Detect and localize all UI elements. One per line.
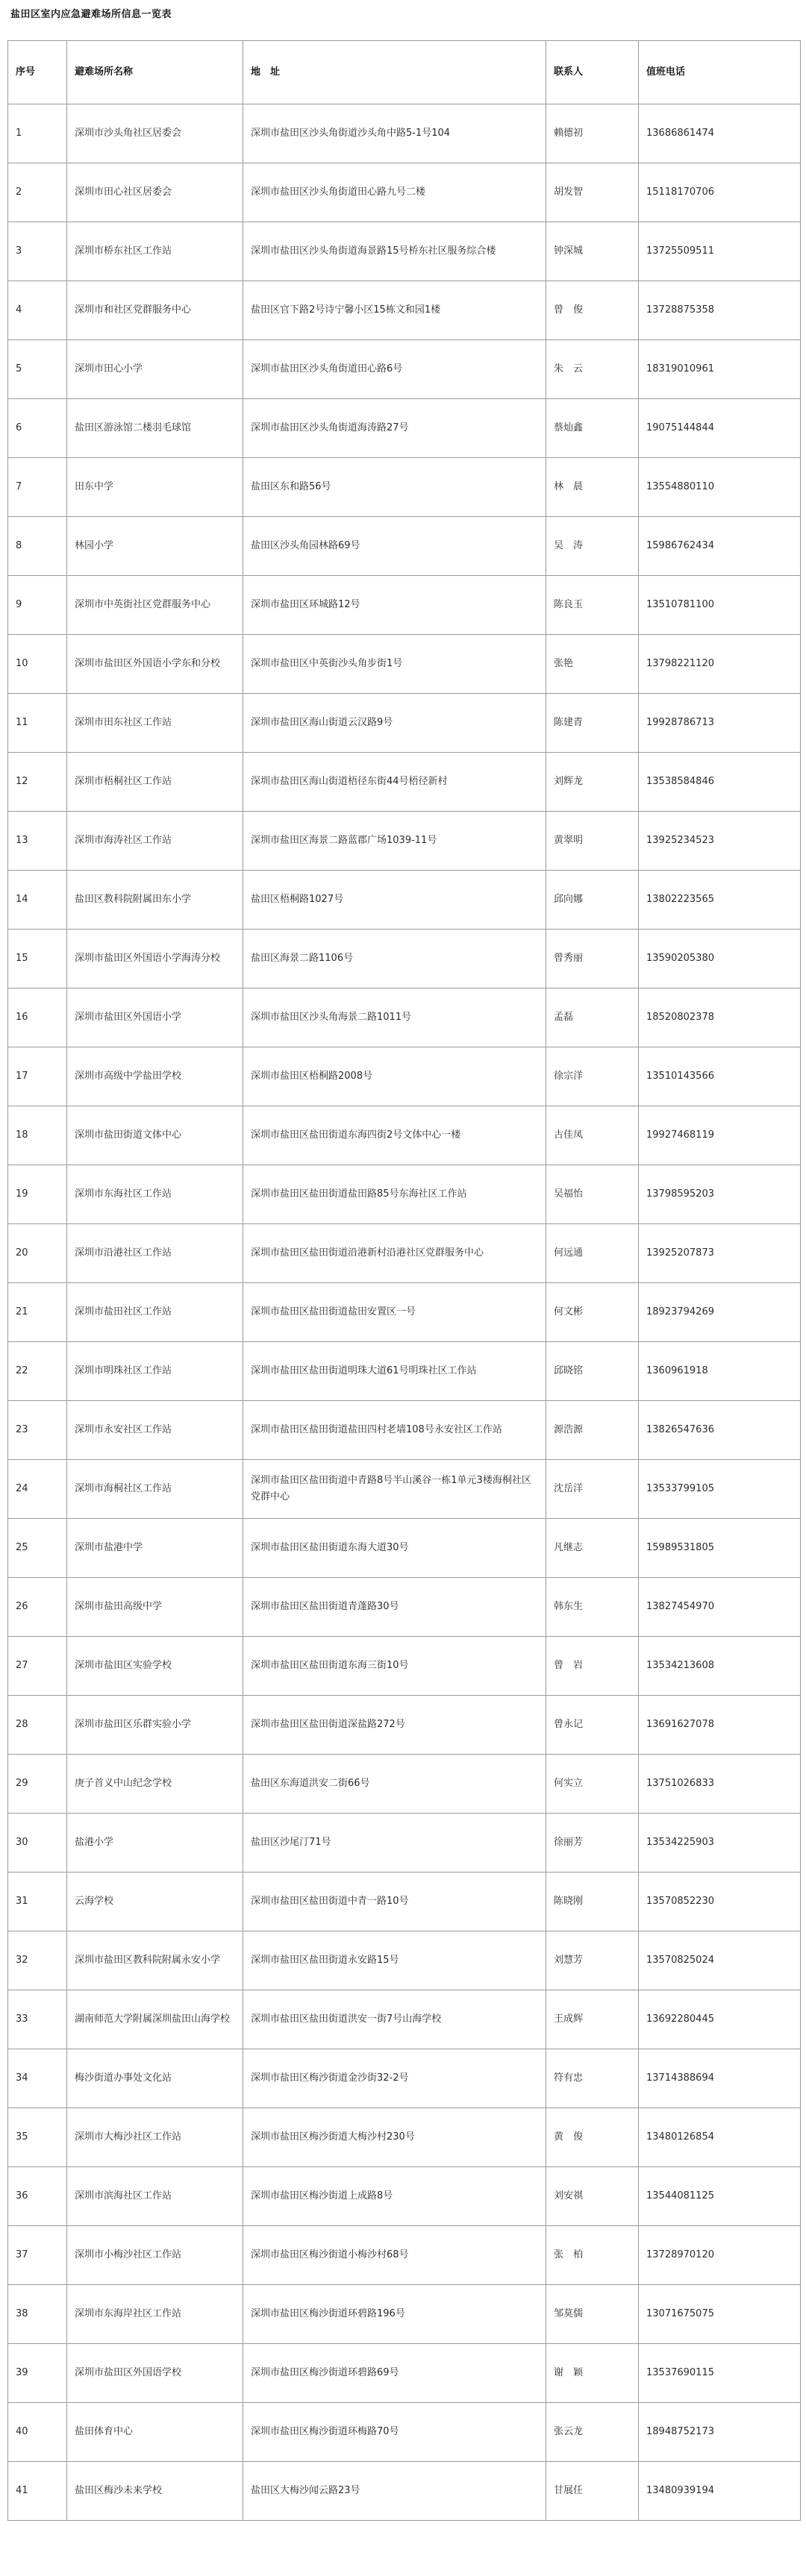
- cell-address: 深圳市盐田区梅沙街道环碧路196号: [243, 2285, 546, 2344]
- cell-shelter-name: 深圳市和社区党群服务中心: [67, 281, 243, 340]
- table-row: [8, 753, 801, 812]
- cell-shelter-name: 深圳市盐田区教科院附属永安小学: [67, 1931, 243, 1990]
- table-row: [8, 281, 801, 340]
- cell-contact-person: 谢 颖: [546, 2344, 639, 2403]
- table-row: [8, 340, 801, 399]
- cell-contact-person: 曾 俊: [546, 281, 639, 340]
- table-row: [8, 222, 801, 281]
- cell-serial-number: 32: [8, 1931, 67, 1990]
- cell-contact-person: 曾 岩: [546, 1637, 639, 1696]
- cell-serial-number: 19: [8, 1165, 67, 1224]
- cell-serial-number: 33: [8, 1990, 67, 2049]
- cell-contact-person: 曾永记: [546, 1696, 639, 1755]
- cell-serial-number: 29: [8, 1755, 67, 1814]
- table-row: [8, 2462, 801, 2521]
- cell-serial-number: 21: [8, 1283, 67, 1342]
- cell-contact-person: 黄 俊: [546, 2108, 639, 2167]
- cell-shelter-name: 深圳市盐港中学: [67, 1519, 243, 1578]
- cell-duty-phone: 1360961918: [639, 1342, 801, 1401]
- cell-address: 深圳市盐田区盐田街道东海四街2号文体中心一楼: [243, 1106, 546, 1165]
- document-title: 盐田区室内应急避难场所信息一览表: [10, 9, 172, 20]
- cell-duty-phone: 13925207873: [639, 1224, 801, 1283]
- cell-address: 深圳市盐田区梅沙街道环碧路69号: [243, 2344, 546, 2403]
- cell-contact-person: 曾秀丽: [546, 930, 639, 988]
- cell-shelter-name: 深圳市盐田区乐群实验小学: [67, 1696, 243, 1755]
- table-row: [8, 1519, 801, 1578]
- cell-address: 深圳市盐田区海山街道梧径东街44号梧径新村: [243, 753, 546, 812]
- table-row: [8, 1047, 801, 1106]
- cell-address: 深圳市盐田区盐田街道东海三街10号: [243, 1637, 546, 1696]
- cell-contact-person: 沈岳洋: [546, 1460, 639, 1519]
- cell-serial-number: 9: [8, 576, 67, 635]
- header-contact-person: 联系人: [546, 41, 639, 104]
- cell-shelter-name: 林园小学: [67, 517, 243, 576]
- cell-serial-number: 40: [8, 2403, 67, 2462]
- cell-serial-number: 15: [8, 930, 67, 988]
- cell-duty-phone: 13510143566: [639, 1047, 801, 1106]
- cell-address: 盐田区海景二路1106号: [243, 930, 546, 988]
- cell-address: 深圳市盐田区梅沙街道金沙街32-2号: [243, 2049, 546, 2108]
- table-row: [8, 871, 801, 930]
- cell-duty-phone: 13728875358: [639, 281, 801, 340]
- cell-serial-number: 4: [8, 281, 67, 340]
- table-row: [8, 2403, 801, 2462]
- cell-shelter-name: 深圳市梧桐社区工作站: [67, 753, 243, 812]
- cell-contact-person: 张艳: [546, 635, 639, 694]
- table-header-row: [8, 41, 801, 104]
- cell-contact-person: 邹莫儒: [546, 2285, 639, 2344]
- cell-address: 深圳市盐田区盐田街道中青路8号半山溪谷一栋1单元3楼海桐社区党群中心: [243, 1460, 546, 1519]
- cell-address: 深圳市盐田区梅沙街道环梅路70号: [243, 2403, 546, 2462]
- cell-contact-person: 何文彬: [546, 1283, 639, 1342]
- cell-shelter-name: 深圳市小梅沙社区工作站: [67, 2226, 243, 2285]
- cell-shelter-name: 盐田区游泳馆二楼羽毛球馆: [67, 399, 243, 458]
- cell-duty-phone: 13728970120: [639, 2226, 801, 2285]
- cell-shelter-name: 深圳市中英街社区党群服务中心: [67, 576, 243, 635]
- cell-address: 深圳市盐田区梅沙街道大梅沙村230号: [243, 2108, 546, 2167]
- cell-contact-person: 孟磊: [546, 988, 639, 1047]
- cell-shelter-name: 深圳市盐田高级中学: [67, 1578, 243, 1637]
- cell-duty-phone: 13534225903: [639, 1814, 801, 1873]
- cell-duty-phone: 13538584846: [639, 753, 801, 812]
- header-duty-phone: 值班电话: [639, 41, 801, 104]
- cell-shelter-name: 深圳市高级中学盐田学校: [67, 1047, 243, 1106]
- cell-shelter-name: 深圳市盐田社区工作站: [67, 1283, 243, 1342]
- cell-duty-phone: 18520802378: [639, 988, 801, 1047]
- cell-shelter-name: 深圳市盐田区实验学校: [67, 1637, 243, 1696]
- cell-duty-phone: 13692280445: [639, 1990, 801, 2049]
- table-row: [8, 163, 801, 222]
- cell-contact-person: 陈良玉: [546, 576, 639, 635]
- cell-serial-number: 23: [8, 1401, 67, 1460]
- cell-serial-number: 41: [8, 2462, 67, 2521]
- cell-contact-person: 陈建青: [546, 694, 639, 753]
- table-row: [8, 635, 801, 694]
- cell-contact-person: 邱向娜: [546, 871, 639, 930]
- cell-address: 深圳市盐田区梅沙街道小梅沙村68号: [243, 2226, 546, 2285]
- cell-duty-phone: 13534213608: [639, 1637, 801, 1696]
- cell-serial-number: 1: [8, 104, 67, 163]
- cell-duty-phone: 15118170706: [639, 163, 801, 222]
- table-row: [8, 1460, 801, 1519]
- table-row: [8, 1165, 801, 1224]
- table-row: [8, 1224, 801, 1283]
- cell-duty-phone: 18319010961: [639, 340, 801, 399]
- cell-address: 盐田区东海道洪安二街66号: [243, 1755, 546, 1814]
- cell-address: 盐田区沙尾汀71号: [243, 1814, 546, 1873]
- table-row: [8, 576, 801, 635]
- cell-duty-phone: 19927468119: [639, 1106, 801, 1165]
- cell-shelter-name: 盐田区梅沙未来学校: [67, 2462, 243, 2521]
- cell-contact-person: 朱 云: [546, 340, 639, 399]
- cell-shelter-name: 深圳市沿港社区工作站: [67, 1224, 243, 1283]
- cell-contact-person: 刘辉龙: [546, 753, 639, 812]
- cell-address: 深圳市盐田区沙头角街道海景路15号桥东社区服务综合楼: [243, 222, 546, 281]
- cell-duty-phone: 13533799105: [639, 1460, 801, 1519]
- table-row: [8, 2108, 801, 2167]
- cell-serial-number: 7: [8, 458, 67, 517]
- cell-serial-number: 6: [8, 399, 67, 458]
- cell-duty-phone: 15989531805: [639, 1519, 801, 1578]
- cell-duty-phone: 13827454970: [639, 1578, 801, 1637]
- cell-serial-number: 26: [8, 1578, 67, 1637]
- table-row: [8, 1755, 801, 1814]
- cell-shelter-name: 深圳市滨海社区工作站: [67, 2167, 243, 2226]
- cell-duty-phone: 13570825024: [639, 1931, 801, 1990]
- cell-duty-phone: 19075144844: [639, 399, 801, 458]
- cell-contact-person: 王成辉: [546, 1990, 639, 2049]
- cell-shelter-name: 盐田区教科院附属田东小学: [67, 871, 243, 930]
- cell-duty-phone: 13686861474: [639, 104, 801, 163]
- cell-duty-phone: 13826547636: [639, 1401, 801, 1460]
- cell-shelter-name: 深圳市盐田区外国语小学海涛分校: [67, 930, 243, 988]
- cell-contact-person: 源浩源: [546, 1401, 639, 1460]
- cell-contact-person: 钟深城: [546, 222, 639, 281]
- cell-address: 深圳市盐田区盐田街道深盐路272号: [243, 1696, 546, 1755]
- table-row: [8, 2285, 801, 2344]
- cell-serial-number: 28: [8, 1696, 67, 1755]
- cell-duty-phone: 13590205380: [639, 930, 801, 988]
- cell-duty-phone: 18948752173: [639, 2403, 801, 2462]
- table-row: [8, 930, 801, 988]
- table-row: [8, 1106, 801, 1165]
- cell-contact-person: 何远通: [546, 1224, 639, 1283]
- cell-address: 深圳市盐田区沙头角街道沙头角中路5-1号104: [243, 104, 546, 163]
- cell-shelter-name: 深圳市东海社区工作站: [67, 1165, 243, 1224]
- cell-serial-number: 11: [8, 694, 67, 753]
- cell-serial-number: 38: [8, 2285, 67, 2344]
- cell-duty-phone: 13751026833: [639, 1755, 801, 1814]
- cell-contact-person: 张 柏: [546, 2226, 639, 2285]
- cell-contact-person: 徐丽芳: [546, 1814, 639, 1873]
- cell-contact-person: 胡发智: [546, 163, 639, 222]
- table-row: [8, 2344, 801, 2403]
- cell-contact-person: 刘安祺: [546, 2167, 639, 2226]
- cell-shelter-name: 深圳市盐田街道文体中心: [67, 1106, 243, 1165]
- table-row: [8, 1814, 801, 1873]
- cell-contact-person: 甘展任: [546, 2462, 639, 2521]
- table-row: [8, 1283, 801, 1342]
- cell-address: 深圳市盐田区梧桐路2008号: [243, 1047, 546, 1106]
- cell-contact-person: 赖德初: [546, 104, 639, 163]
- cell-contact-person: 凡继志: [546, 1519, 639, 1578]
- cell-shelter-name: 深圳市田心小学: [67, 340, 243, 399]
- header-serial-number: 序号: [8, 41, 67, 104]
- cell-duty-phone: 19928786713: [639, 694, 801, 753]
- cell-serial-number: 17: [8, 1047, 67, 1106]
- cell-serial-number: 30: [8, 1814, 67, 1873]
- cell-shelter-name: 深圳市明珠社区工作站: [67, 1342, 243, 1401]
- table-row: [8, 1578, 801, 1637]
- table-row: [8, 1696, 801, 1755]
- cell-shelter-name: 田东中学: [67, 458, 243, 517]
- shelter-table: [7, 40, 801, 2521]
- cell-address: 盐田区沙头角园林路69号: [243, 517, 546, 576]
- cell-shelter-name: 梅沙街道办事处文化站: [67, 2049, 243, 2108]
- cell-duty-phone: 13570852230: [639, 1873, 801, 1931]
- cell-shelter-name: 深圳市永安社区工作站: [67, 1401, 243, 1460]
- cell-address: 深圳市盐田区中英街沙头角步街1号: [243, 635, 546, 694]
- cell-duty-phone: 13537690115: [639, 2344, 801, 2403]
- cell-address: 深圳市盐田区盐田街道永安路15号: [243, 1931, 546, 1990]
- cell-serial-number: 2: [8, 163, 67, 222]
- cell-duty-phone: 13725509511: [639, 222, 801, 281]
- cell-duty-phone: 13798595203: [639, 1165, 801, 1224]
- cell-address: 深圳市盐田区盐田街道盐田四村老墙108号永安社区工作站: [243, 1401, 546, 1460]
- cell-duty-phone: 13798221120: [639, 635, 801, 694]
- cell-serial-number: 39: [8, 2344, 67, 2403]
- cell-address: 深圳市盐田区盐田街道盐田安置区一号: [243, 1283, 546, 1342]
- cell-address: 盐田区官下路2号诗宁馨小区15栋文和园1楼: [243, 281, 546, 340]
- cell-duty-phone: 13480126854: [639, 2108, 801, 2167]
- cell-address: 深圳市盐田区沙头角街道海涛路27号: [243, 399, 546, 458]
- cell-address: 盐田区大梅沙闻云路23号: [243, 2462, 546, 2521]
- cell-serial-number: 25: [8, 1519, 67, 1578]
- cell-address: 深圳市盐田区盐田街道沿港新村沿港社区党群服务中心: [243, 1224, 546, 1283]
- cell-serial-number: 13: [8, 812, 67, 871]
- table-row: [8, 2049, 801, 2108]
- cell-serial-number: 10: [8, 635, 67, 694]
- cell-contact-person: 刘慧芳: [546, 1931, 639, 1990]
- cell-shelter-name: 深圳市大梅沙社区工作站: [67, 2108, 243, 2167]
- cell-address: 深圳市盐田区环城路12号: [243, 576, 546, 635]
- cell-serial-number: 18: [8, 1106, 67, 1165]
- cell-address: 深圳市盐田区沙头角海景二路1011号: [243, 988, 546, 1047]
- cell-duty-phone: 13071675075: [639, 2285, 801, 2344]
- cell-shelter-name: 深圳市海桐社区工作站: [67, 1460, 243, 1519]
- cell-address: 深圳市盐田区沙头角街道田心路6号: [243, 340, 546, 399]
- cell-serial-number: 37: [8, 2226, 67, 2285]
- cell-address: 深圳市盐田区盐田街道洪安一街7号山海学校: [243, 1990, 546, 2049]
- cell-contact-person: 韩东生: [546, 1578, 639, 1637]
- cell-shelter-name: 深圳市田心社区居委会: [67, 163, 243, 222]
- cell-serial-number: 12: [8, 753, 67, 812]
- cell-contact-person: 吴 涛: [546, 517, 639, 576]
- cell-contact-person: 何实立: [546, 1755, 639, 1814]
- cell-duty-phone: 13714388694: [639, 2049, 801, 2108]
- cell-shelter-name: 深圳市东海岸社区工作站: [67, 2285, 243, 2344]
- cell-shelter-name: 盐田体育中心: [67, 2403, 243, 2462]
- cell-duty-phone: 13691627078: [639, 1696, 801, 1755]
- cell-address: 深圳市盐田区盐田街道中青一路10号: [243, 1873, 546, 1931]
- cell-contact-person: 吴福怡: [546, 1165, 639, 1224]
- cell-duty-phone: 13480939194: [639, 2462, 801, 2521]
- cell-contact-person: 符有忠: [546, 2049, 639, 2108]
- cell-duty-phone: 15986762434: [639, 517, 801, 576]
- table-row: [8, 1931, 801, 1990]
- cell-address: 深圳市盐田区盐田街道明珠大道61号明珠社区工作站: [243, 1342, 546, 1401]
- table-row: [8, 2226, 801, 2285]
- cell-address: 盐田区梧桐路1027号: [243, 871, 546, 930]
- table-row: [8, 2167, 801, 2226]
- table-row: [8, 1637, 801, 1696]
- cell-shelter-name: 深圳市田东社区工作站: [67, 694, 243, 753]
- table-row: [8, 399, 801, 458]
- cell-serial-number: 31: [8, 1873, 67, 1931]
- cell-contact-person: 邱晓铭: [546, 1342, 639, 1401]
- cell-serial-number: 14: [8, 871, 67, 930]
- cell-duty-phone: 13554880110: [639, 458, 801, 517]
- table-row: [8, 988, 801, 1047]
- cell-serial-number: 3: [8, 222, 67, 281]
- cell-address: 深圳市盐田区海山街道云汉路9号: [243, 694, 546, 753]
- table-row: [8, 104, 801, 163]
- header-shelter-name: 避难场所名称: [67, 41, 243, 104]
- cell-serial-number: 20: [8, 1224, 67, 1283]
- table-row: [8, 694, 801, 753]
- cell-serial-number: 22: [8, 1342, 67, 1401]
- cell-shelter-name: 庚子首义中山纪念学校: [67, 1755, 243, 1814]
- cell-shelter-name: 深圳市盐田区外国语小学: [67, 988, 243, 1047]
- cell-serial-number: 36: [8, 2167, 67, 2226]
- cell-shelter-name: 深圳市海涛社区工作站: [67, 812, 243, 871]
- cell-shelter-name: 深圳市盐田区外国语小学东和分校: [67, 635, 243, 694]
- header-address: 地 址: [243, 41, 546, 104]
- cell-contact-person: 古佳凤: [546, 1106, 639, 1165]
- cell-shelter-name: 盐港小学: [67, 1814, 243, 1873]
- cell-duty-phone: 13802223565: [639, 871, 801, 930]
- cell-address: 盐田区东和路56号: [243, 458, 546, 517]
- cell-contact-person: 陈晓刚: [546, 1873, 639, 1931]
- cell-serial-number: 34: [8, 2049, 67, 2108]
- cell-contact-person: 徐宗洋: [546, 1047, 639, 1106]
- cell-serial-number: 35: [8, 2108, 67, 2167]
- cell-shelter-name: 深圳市盐田区外国语学校: [67, 2344, 243, 2403]
- cell-address: 深圳市盐田区盐田街道青蓬路30号: [243, 1578, 546, 1637]
- cell-shelter-name: 深圳市沙头角社区居委会: [67, 104, 243, 163]
- cell-serial-number: 24: [8, 1460, 67, 1519]
- cell-duty-phone: 13925234523: [639, 812, 801, 871]
- cell-duty-phone: 13510781100: [639, 576, 801, 635]
- cell-contact-person: 蔡灿鑫: [546, 399, 639, 458]
- table-row: [8, 812, 801, 871]
- cell-serial-number: 8: [8, 517, 67, 576]
- table-row: [8, 1990, 801, 2049]
- table-row: [8, 1401, 801, 1460]
- table-row: [8, 1873, 801, 1931]
- table-row: [8, 517, 801, 576]
- cell-duty-phone: 13544081125: [639, 2167, 801, 2226]
- cell-address: 深圳市盐田区梅沙街道上成路8号: [243, 2167, 546, 2226]
- table-row: [8, 458, 801, 517]
- table-row: [8, 1342, 801, 1401]
- cell-serial-number: 16: [8, 988, 67, 1047]
- cell-serial-number: 27: [8, 1637, 67, 1696]
- cell-shelter-name: 深圳市桥东社区工作站: [67, 222, 243, 281]
- cell-address: 深圳市盐田区盐田街道盐田路85号东海社区工作站: [243, 1165, 546, 1224]
- cell-shelter-name: 湖南师范大学附属深圳盐田山海学校: [67, 1990, 243, 2049]
- cell-contact-person: 张云龙: [546, 2403, 639, 2462]
- cell-contact-person: 林 晨: [546, 458, 639, 517]
- table-body: [8, 104, 801, 2521]
- cell-address: 深圳市盐田区盐田街道东海大道30号: [243, 1519, 546, 1578]
- cell-contact-person: 黄翠明: [546, 812, 639, 871]
- cell-duty-phone: 18923794269: [639, 1283, 801, 1342]
- cell-address: 深圳市盐田区海景二路蓝郡广场1039-11号: [243, 812, 546, 871]
- cell-shelter-name: 云海学校: [67, 1873, 243, 1931]
- cell-serial-number: 5: [8, 340, 67, 399]
- cell-address: 深圳市盐田区沙头角街道田心路九号二楼: [243, 163, 546, 222]
